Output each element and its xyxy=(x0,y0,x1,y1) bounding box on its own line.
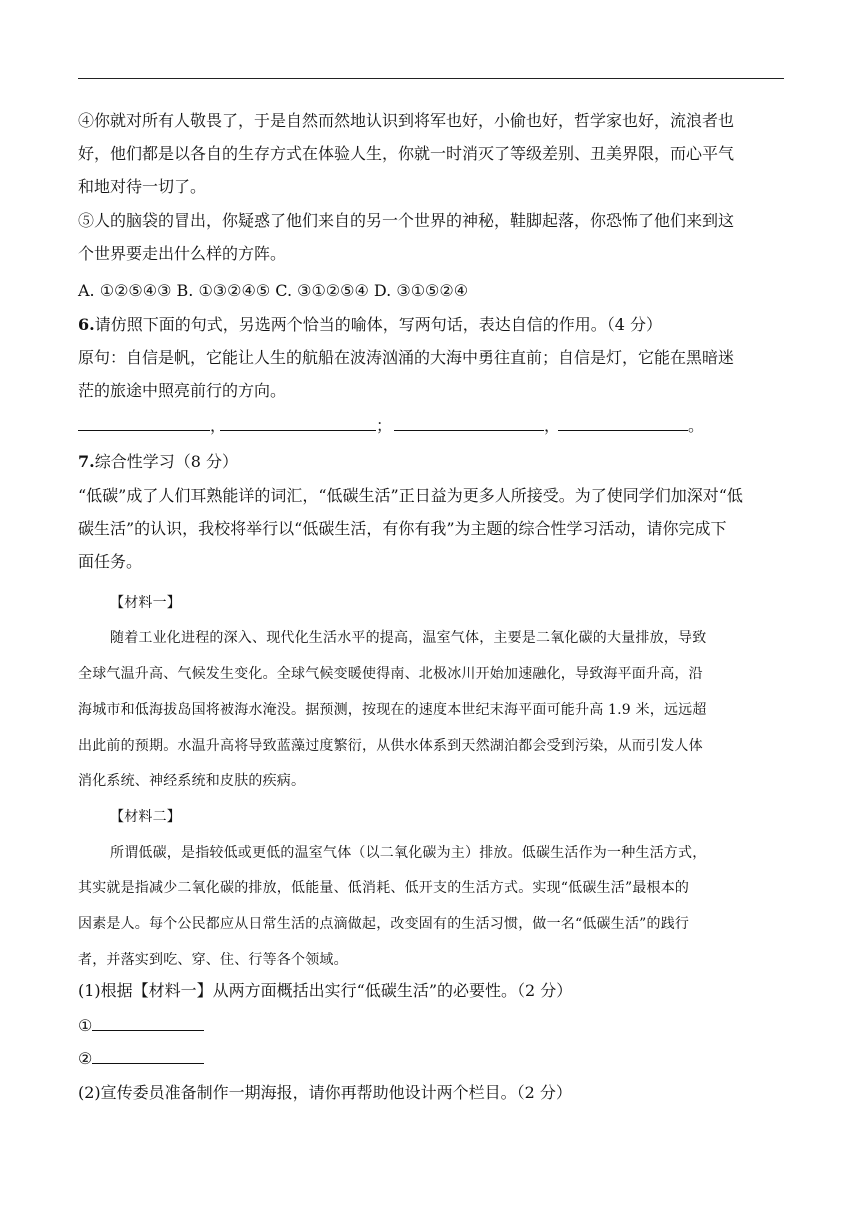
q7-title: 综合性学习（8 分） xyxy=(94,452,238,471)
q7-intro-line-3: 面任务。 xyxy=(78,552,143,571)
q6-number: 6. xyxy=(78,315,95,334)
q6-sep-3: ， xyxy=(544,416,561,435)
q7-answer-2 xyxy=(78,1047,798,1070)
q6-original-line-2: 茫的旅途中照亮前行的方向。 xyxy=(78,381,287,400)
answer-1-blank[interactable] xyxy=(92,1014,204,1031)
material-1-line-1: 随着工业化进程的深入、现代化生活水平的提高，温室气体，主要是二氧化碳的大量排放，导致 xyxy=(110,630,707,646)
material-1-line-5: 消化系统、神经系统和皮肤的疾病。 xyxy=(78,773,306,789)
q6-sep-1: ， xyxy=(210,416,227,435)
q6-end: 。 xyxy=(688,416,705,435)
material-2-line-4: 者，并落实到吃、穿、住、行等各个领域。 xyxy=(78,952,348,968)
q7-intro-line-2: 碳生活”的认识，我校将举行以“低碳生活，有你有我”为主题的综合性学习活动，请你完成下 xyxy=(78,519,727,538)
q6-blank-1[interactable] xyxy=(78,414,210,431)
material-1-line-2: 全球气温升高、气候发生变化。全球气候变暖使得南、北极冰川开始加速融化，导致海平面升高，沿 xyxy=(78,666,703,682)
q6-blank-4[interactable] xyxy=(558,414,688,431)
paragraph-4-line-3: 和地对待一切了。 xyxy=(78,177,207,196)
q6-prompt xyxy=(78,314,798,336)
q5-options: A. ①②⑤④③ B. ①③②④⑤ C. ③①②⑤④ D. ③①⑤②④ xyxy=(78,281,469,300)
material-1-line-3: 海城市和低海拔岛国将被海水淹没。据预测，按现在的速度本世纪末海平面可能升高 1.9 米，远远超 xyxy=(78,702,707,718)
q6-sep-2: ； xyxy=(376,416,393,435)
material-1-line-4: 出此前的预期。水温升高将导致蓝藻过度繁衍，从供水体系到天然湖泊都会受到污染，从而引发人体 xyxy=(78,738,703,754)
material-2-title: 【材料二】 xyxy=(110,809,181,825)
paragraph-4-line-2: 好，他们都是以各自的生存方式在体验人生，你就一时消灭了等级差别、丑美界限，而心平气 xyxy=(78,144,735,163)
material-2-line-3: 因素是人。每个公民都应从日常生活的点滴做起，改变固有的生活习惯，做一名“低碳生活”的践行 xyxy=(78,916,690,932)
paragraph-5-line-2: 个世界要走出什么样的方阵。 xyxy=(78,244,287,263)
q7-intro-line-1: “低碳”成了人们耳熟能详的词汇，“低碳生活”正日益为更多人所接受。为了使同学们加深对“低 xyxy=(78,486,743,505)
q6-text: 请仿照下面的句式，另选两个恰当的喻体，写两句话，表达自信的作用。（4 分） xyxy=(94,315,662,334)
answer-1-mark: ① xyxy=(78,1016,93,1035)
answer-2-blank[interactable] xyxy=(92,1047,204,1064)
q7-answer-1 xyxy=(78,1014,798,1037)
header-rule xyxy=(78,78,784,79)
answer-2-mark: ② xyxy=(78,1049,93,1068)
material-1-title: 【材料一】 xyxy=(110,595,181,611)
q6-blank-2[interactable] xyxy=(220,414,376,431)
q6-original-line-1: 原句：自信是帆，它能让人生的航船在波涛汹涌的大海中勇往直前；自信是灯，它能在黑暗迷 xyxy=(78,348,735,367)
paragraph-5-line-1: ⑤人的脑袋的冒出，你疑惑了他们来自的另一个世界的神秘，鞋脚起落，你恐怖了他们来到这 xyxy=(78,211,735,230)
material-2-line-1: 所谓低碳，是指较低或更低的温室气体（以二氧化碳为主）排放。低碳生活作为一种生活方式， xyxy=(110,845,707,861)
q7-heading xyxy=(78,451,798,473)
material-2-line-2: 其实就是指减少二氧化碳的排放，低能量、低消耗、低开支的生活方式。实现“低碳生活”最根本的 xyxy=(78,880,690,896)
q7-sub-2: (2)宣传委员准备制作一期海报，请你再帮助他设计两个栏目。（2 分） xyxy=(78,1083,572,1102)
q6-answer-blanks xyxy=(78,414,798,437)
q7-number: 7. xyxy=(78,452,95,471)
q7-sub-1: (1)根据【材料一】从两方面概括出实行“低碳生活”的必要性。（2 分） xyxy=(78,981,573,1000)
paragraph-4-line-1: ④你就对所有人敬畏了，于是自然而然地认识到将军也好，小偷也好，哲学家也好，流浪者也 xyxy=(78,111,735,130)
q6-blank-3[interactable] xyxy=(394,414,544,431)
